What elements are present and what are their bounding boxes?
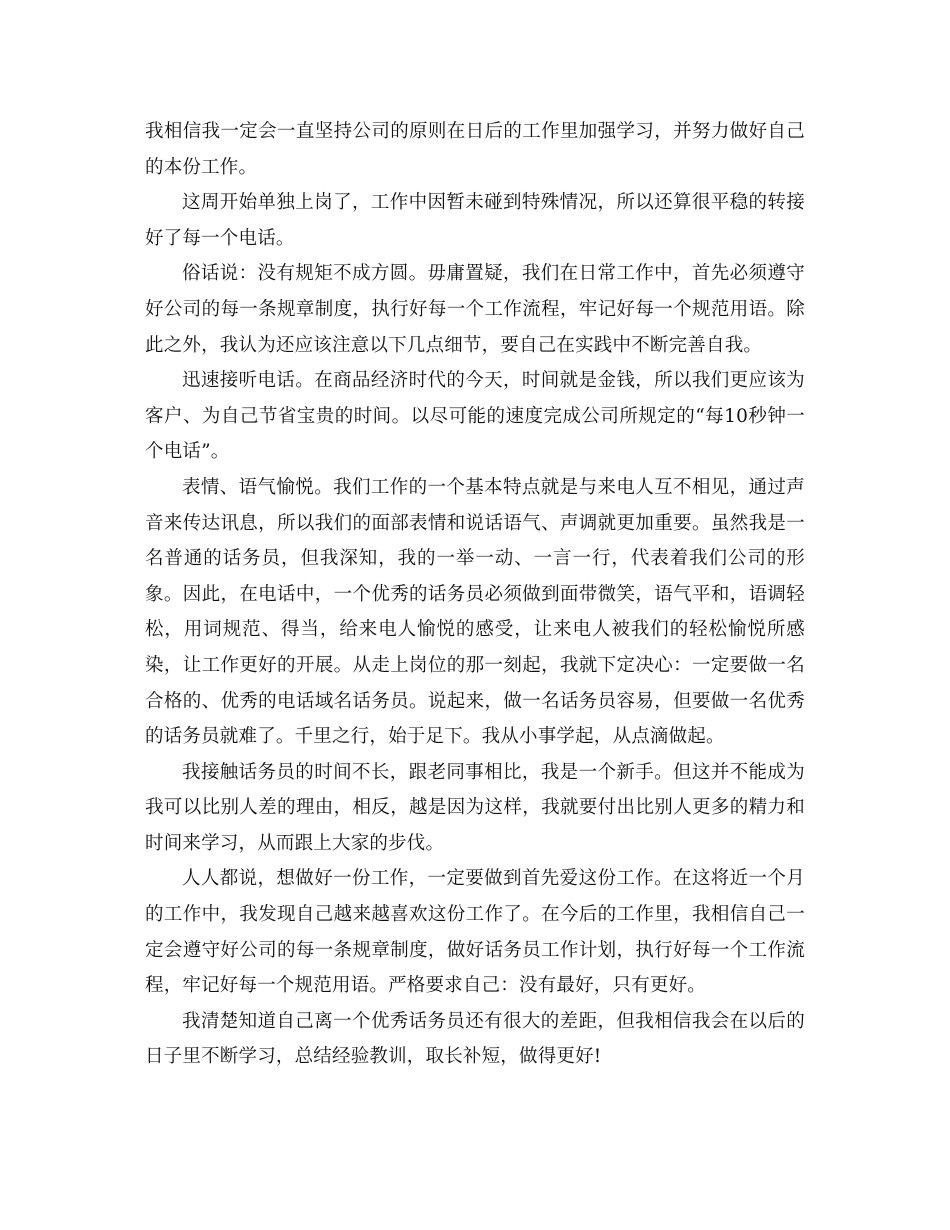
- paragraph-2: 这周开始单独上岗了，工作中因暂未碰到特殊情况，所以还算很平稳的转接好了每一个电话。: [145, 192, 805, 249]
- paragraph-7: 人人都说，想做好一份工作，一定要做到首先爱这份工作。在这将近一个月的工作中，我发现自己越来越喜欢这份工作了。在今后的工作里，我相信自己一定会遵守好公司的每一条规章制度，做好话务员工作计划，执行好每一个工作流程，牢记好每一个规范用语。严格要求自己：没有最好，只有更好。: [145, 868, 805, 997]
- paragraph-4: 迅速接听电话。在商品经济时代的今天，时间就是金钱，所以我们更应该为客户、为自己节省宝贵的时间。以尽可能的速度完成公司所规定的“每10秒钟一个电话”。: [145, 370, 805, 463]
- paragraph-8: 我清楚知道自己离一个优秀话务员还有很大的差距，但我相信我会在以后的日子里不断学习，总结经验教训，取长补短，做得更好!: [145, 1010, 805, 1068]
- paragraph-3: 俗话说：没有规矩不成方圆。毋庸置疑，我们在日常工作中，首先必须遵守好公司的每一条规章制度，执行好每一个工作流程，牢记好每一个规范用语。除此之外，我认为还应该注意以下几点细节，要自己在实践中不断完善自我。: [145, 263, 805, 356]
- paragraph-5: 表情、语气愉悦。我们工作的一个基本特点就是与来电人互不相见，通过声音来传达讯息，所以我们的面部表情和说话语气、声调就更加重要。虽然我是一名普通的话务员，但我深知，我的一举一动、一言一行，代表着我们公司的形象。因此，在电话中，一个优秀的话务员必须做到面带微笑，语气平和，语调轻松，用词规范、得当，给来电人愉悦的感受，让来电人被我们的轻松愉悦所感染，让工作更好的开展。从走上岗位的那一刻起，我就下定决心：一定要做一名合格的、优秀的电话域名话务员。说起来，做一名话务员容易，但要做一名优秀的话务员就难了。千里之行，始于足下。我从小事学起，从点滴做起。: [145, 476, 805, 748]
- document-body: [145, 114, 805, 1075]
- paragraph-1: 我相信我一定会一直坚持公司的原则在日后的工作里加强学习，并努力做好自己的本份工作。: [145, 121, 805, 178]
- paragraph-6: 我接触话务员的时间不长，跟老同事相比，我是一个新手。但这并不能成为我可以比别人差的理由，相反，越是因为这样，我就要付出比别人更多的精力和时间来学习，从而跟上大家的步伐。: [145, 761, 805, 854]
